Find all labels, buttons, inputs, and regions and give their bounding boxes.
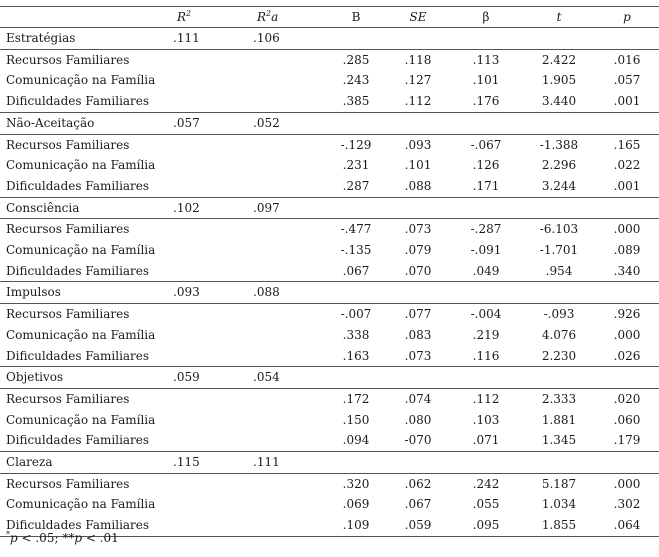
row-label: Dificuldades Familiares: [0, 346, 165, 367]
cell-p: .020: [613, 391, 641, 406]
header-r2a: $R^2a$: [245, 7, 325, 28]
empty-cell: [165, 91, 245, 112]
cell-b: .109: [325, 515, 387, 536]
cell-se: .073: [404, 222, 432, 237]
table-row: [0, 70, 659, 91]
cell-b: .067: [325, 261, 387, 282]
cell-p: .926: [613, 307, 641, 322]
table-row: [0, 219, 659, 240]
cell-t: .954: [523, 261, 595, 282]
cell-beta: .095: [449, 515, 523, 536]
row-label: Comunicação na Família: [6, 327, 156, 342]
row-label: Recursos Familiares: [6, 222, 130, 237]
group-r2a: .106: [245, 28, 325, 50]
row-label: Dificuldades Familiares: [0, 515, 165, 536]
cell-t: 5.187: [541, 476, 577, 491]
group-block: [0, 452, 659, 537]
cell-beta: .171: [449, 176, 523, 197]
cell-se: .127: [404, 73, 432, 88]
cell-b: .069: [342, 497, 370, 512]
cell-b: .172: [342, 391, 370, 406]
table-row: [0, 430, 659, 451]
row-label: Recursos Familiares: [6, 137, 130, 152]
empty-cell: [245, 219, 325, 240]
empty-cell: [245, 388, 325, 409]
empty-cell: [595, 197, 659, 219]
table-row: [0, 91, 659, 112]
cell-se: .083: [404, 327, 432, 342]
cell-t: -.093: [543, 307, 575, 322]
cell-se: .070: [387, 261, 449, 282]
empty-cell: [165, 388, 245, 409]
header-beta: β: [449, 7, 523, 28]
header-p: p: [595, 7, 659, 28]
cell-b: .243: [342, 73, 370, 88]
cell-t: 2.230: [523, 346, 595, 367]
empty-cell: [165, 219, 245, 240]
cell-b: .150: [342, 412, 370, 427]
cell-p: .000: [613, 222, 641, 237]
cell-beta: .176: [449, 91, 523, 112]
header-r2: $R^2$: [165, 7, 245, 28]
cell-p: .000: [613, 327, 641, 342]
group-r2: .057: [165, 112, 245, 134]
cell-t: 2.333: [541, 391, 577, 406]
group-r2: .115: [165, 452, 245, 474]
table-header: [0, 7, 659, 28]
empty-cell: [449, 197, 523, 219]
cell-p: .022: [613, 158, 641, 173]
empty-cell: [387, 282, 449, 304]
table-row: [0, 388, 659, 409]
table-row: [0, 240, 659, 261]
empty-cell: [165, 70, 245, 91]
cell-beta: .103: [472, 412, 500, 427]
cell-t: -6.103: [539, 222, 579, 237]
group-name: Consciência: [0, 197, 165, 219]
cell-se: .077: [404, 307, 432, 322]
empty-cell: [245, 494, 325, 515]
cell-se: .073: [387, 346, 449, 367]
row-label: Dificuldades Familiares: [0, 91, 165, 112]
row-label: Dificuldades Familiares: [0, 176, 165, 197]
cell-b: -.135: [340, 243, 372, 258]
table-row: [0, 304, 659, 325]
cell-b: -.007: [340, 307, 372, 322]
empty-cell: [595, 452, 659, 474]
cell-beta: .113: [472, 52, 500, 67]
cell-p: .001: [595, 91, 659, 112]
table-row: [0, 261, 659, 282]
group-r2a: .097: [245, 197, 325, 219]
cell-b: .163: [325, 346, 387, 367]
cell-p: .001: [595, 176, 659, 197]
empty-cell: [449, 367, 523, 389]
cell-se: -070: [387, 430, 449, 451]
cell-p: .089: [613, 243, 641, 258]
empty-cell: [245, 176, 325, 197]
table-row: [0, 176, 659, 197]
cell-beta: .126: [472, 158, 500, 173]
empty-cell: [165, 49, 245, 70]
cell-p: .302: [613, 497, 641, 512]
header-row: [0, 7, 659, 28]
empty-cell: [165, 494, 245, 515]
group-r2: .093: [165, 282, 245, 304]
cell-t: 1.881: [541, 412, 577, 427]
row-label: Comunicação na Família: [6, 73, 156, 88]
table-row: [0, 346, 659, 367]
cell-b: -.477: [340, 222, 372, 237]
cell-b: .285: [342, 52, 370, 67]
empty-cell: [523, 367, 595, 389]
cell-se: .118: [404, 52, 432, 67]
group-header-row: [0, 452, 659, 474]
cell-p: .165: [613, 137, 641, 152]
cell-se: .080: [404, 412, 432, 427]
empty-cell: [595, 367, 659, 389]
group-name: Não-Aceitação: [0, 112, 165, 134]
empty-cell: [449, 282, 523, 304]
table-row: [0, 49, 659, 70]
empty-cell: [449, 452, 523, 474]
empty-cell: [165, 473, 245, 494]
row-label: Recursos Familiares: [6, 307, 130, 322]
cell-t: 3.440: [523, 91, 595, 112]
empty-cell: [595, 28, 659, 50]
empty-cell: [325, 367, 387, 389]
cell-beta: .101: [472, 73, 500, 88]
empty-cell: [165, 430, 245, 451]
cell-se: .079: [404, 243, 432, 258]
row-label: Comunicação na Família: [6, 497, 156, 512]
empty-cell: [245, 325, 325, 346]
empty-cell: [449, 28, 523, 50]
empty-cell: [245, 91, 325, 112]
row-label: Dificuldades Familiares: [0, 261, 165, 282]
empty-cell: [245, 304, 325, 325]
empty-cell: [449, 112, 523, 134]
row-label: Dificuldades Familiares: [0, 430, 165, 451]
table-row: [0, 134, 659, 155]
cell-t: 4.076: [541, 327, 577, 342]
group-name: Objetivos: [0, 367, 165, 389]
cell-b: .094: [325, 430, 387, 451]
empty-cell: [165, 304, 245, 325]
cell-p: .057: [613, 73, 641, 88]
cell-p: .016: [613, 52, 641, 67]
cell-p: .064: [595, 515, 659, 536]
group-name: Impulsos: [0, 282, 165, 304]
empty-cell: [165, 346, 245, 367]
group-r2a: .111: [245, 452, 325, 474]
empty-cell: [245, 70, 325, 91]
empty-cell: [523, 282, 595, 304]
row-label: Comunicação na Família: [6, 158, 156, 173]
cell-t: -1.388: [539, 137, 579, 152]
cell-t: 1.034: [541, 497, 577, 512]
empty-cell: [595, 112, 659, 134]
empty-cell: [387, 112, 449, 134]
cell-t: 1.905: [541, 73, 577, 88]
row-label: Comunicação na Família: [6, 243, 156, 258]
cell-t: 1.855: [523, 515, 595, 536]
cell-se: .067: [404, 497, 432, 512]
group-header-row: [0, 282, 659, 304]
table-row: [0, 155, 659, 176]
group-r2: .102: [165, 197, 245, 219]
group-header-row: [0, 112, 659, 134]
cell-se: .074: [404, 391, 432, 406]
empty-cell: [245, 134, 325, 155]
cell-beta: .049: [449, 261, 523, 282]
group-r2a: .054: [245, 367, 325, 389]
cell-p: .060: [613, 412, 641, 427]
table-footnote: *p < .05; **p < .01: [6, 530, 119, 545]
group-block: [0, 282, 659, 367]
empty-cell: [165, 261, 245, 282]
empty-cell: [523, 28, 595, 50]
empty-cell: [325, 197, 387, 219]
cell-t: -1.701: [539, 243, 579, 258]
row-label: Comunicação na Família: [6, 412, 156, 427]
table-row: [0, 325, 659, 346]
regression-table: [0, 6, 659, 537]
group-block: [0, 367, 659, 452]
empty-cell: [245, 430, 325, 451]
cell-p: .026: [595, 346, 659, 367]
cell-p: .179: [595, 430, 659, 451]
empty-cell: [387, 367, 449, 389]
header-label-cell: [0, 7, 165, 28]
cell-beta: .242: [472, 476, 500, 491]
row-label: Recursos Familiares: [6, 476, 130, 491]
cell-se: .062: [404, 476, 432, 491]
table-row: [0, 494, 659, 515]
empty-cell: [245, 261, 325, 282]
empty-cell: [245, 410, 325, 431]
cell-beta: .055: [472, 497, 500, 512]
cell-b: -.129: [340, 137, 372, 152]
empty-cell: [245, 240, 325, 261]
empty-cell: [245, 155, 325, 176]
cell-t: 3.244: [523, 176, 595, 197]
group-r2a: .088: [245, 282, 325, 304]
cell-beta: -.287: [470, 222, 502, 237]
empty-cell: [325, 112, 387, 134]
empty-cell: [523, 197, 595, 219]
group-header-row: [0, 367, 659, 389]
cell-beta: .116: [449, 346, 523, 367]
group-name: Clareza: [0, 452, 165, 474]
empty-cell: [245, 515, 325, 536]
cell-b: .338: [342, 327, 370, 342]
empty-cell: [523, 112, 595, 134]
header-se: SE: [387, 7, 449, 28]
group-r2: .111: [165, 28, 245, 50]
cell-p: .000: [613, 476, 641, 491]
cell-beta: -.004: [470, 307, 502, 322]
table-row: [0, 410, 659, 431]
group-r2: .059: [165, 367, 245, 389]
empty-cell: [165, 134, 245, 155]
group-header-row: [0, 197, 659, 219]
group-header-row: [0, 28, 659, 50]
cell-b: .385: [325, 91, 387, 112]
cell-se: .112: [387, 91, 449, 112]
cell-b: .287: [325, 176, 387, 197]
table-row: [0, 473, 659, 494]
empty-cell: [387, 452, 449, 474]
header-t: t: [523, 7, 595, 28]
empty-cell: [245, 346, 325, 367]
cell-b: .231: [342, 158, 370, 173]
empty-cell: [245, 473, 325, 494]
row-label: Recursos Familiares: [6, 391, 130, 406]
empty-cell: [325, 452, 387, 474]
cell-p: .340: [595, 261, 659, 282]
empty-cell: [165, 325, 245, 346]
cell-beta: .112: [472, 391, 500, 406]
cell-beta: .071: [449, 430, 523, 451]
empty-cell: [165, 155, 245, 176]
empty-cell: [595, 282, 659, 304]
empty-cell: [387, 197, 449, 219]
empty-cell: [245, 49, 325, 70]
empty-cell: [165, 176, 245, 197]
cell-t: 1.345: [523, 430, 595, 451]
cell-se: .059: [387, 515, 449, 536]
empty-cell: [523, 452, 595, 474]
row-label: Recursos Familiares: [6, 52, 130, 67]
cell-beta: -.091: [470, 243, 502, 258]
cell-b: .320: [342, 476, 370, 491]
cell-beta: -.067: [470, 137, 502, 152]
empty-cell: [165, 410, 245, 431]
group-name: Estratégias: [0, 28, 165, 50]
cell-se: .093: [404, 137, 432, 152]
header-b: B: [325, 7, 387, 28]
group-block: [0, 28, 659, 113]
cell-beta: .219: [472, 327, 500, 342]
group-block: [0, 112, 659, 197]
cell-se: .088: [387, 176, 449, 197]
empty-cell: [165, 515, 245, 536]
cell-se: .101: [404, 158, 432, 173]
empty-cell: [165, 240, 245, 261]
cell-t: 2.296: [541, 158, 577, 173]
group-r2a: .052: [245, 112, 325, 134]
empty-cell: [325, 28, 387, 50]
cell-t: 2.422: [541, 52, 577, 67]
empty-cell: [387, 28, 449, 50]
group-block: [0, 197, 659, 282]
empty-cell: [325, 282, 387, 304]
